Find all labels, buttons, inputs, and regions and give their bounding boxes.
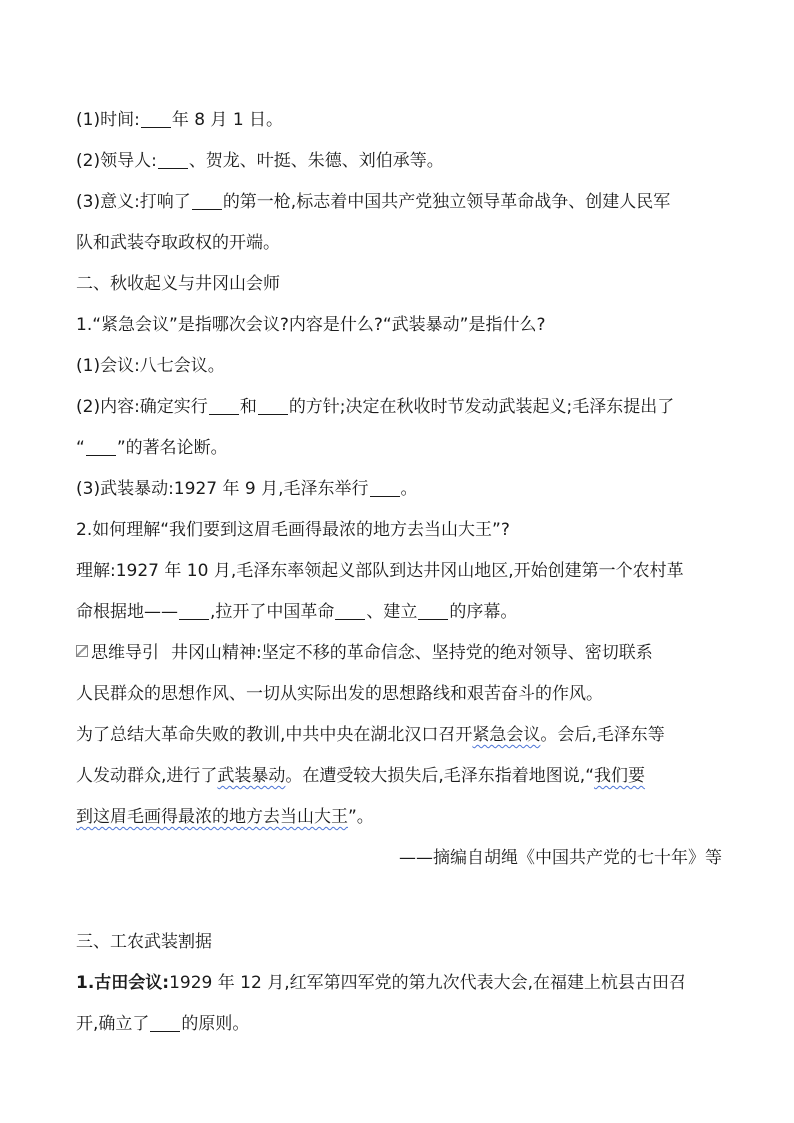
text: 。在遭受较大损失后,毛泽东指着地图说,“: [285, 766, 595, 786]
gutian-line2: [76, 1004, 722, 1045]
section-heading: 二、秋收起义与井冈山会师: [76, 274, 280, 294]
text: 的原则。: [181, 1014, 250, 1034]
answer-2-line2: [76, 592, 722, 633]
note-icon: [76, 645, 88, 657]
answer-uprising: [76, 469, 722, 510]
answer-content: [76, 387, 722, 428]
text: ”的著名论断。: [116, 438, 228, 458]
text: 的第一枪,标志着中国共产党独立领导革命战争、创建人民军: [222, 192, 671, 212]
text: 人发动群众,进行了: [76, 766, 218, 786]
nanchang-leader-line: [76, 141, 722, 182]
text: ”。: [348, 807, 374, 827]
spacer: [76, 879, 722, 922]
answer-blank: [418, 601, 448, 620]
quote-line1: [76, 715, 722, 756]
text: 、建立: [366, 602, 418, 622]
answer-blank: [209, 396, 239, 415]
highlighted-term: 我们要: [594, 766, 646, 786]
answer-blank: [335, 601, 365, 620]
nanchang-time-line: [76, 100, 722, 141]
text: (2)领导人:: [76, 151, 157, 171]
text: 。: [400, 479, 418, 499]
text: (1)时间:: [76, 110, 140, 130]
answer-content-cont: [76, 428, 722, 469]
text: 年 8 月 1 日。: [171, 110, 284, 130]
term-label: 1.古田会议:: [76, 973, 170, 993]
answer-blank: [141, 109, 171, 128]
text: ,拉开了中国革命: [210, 602, 335, 622]
answer-blank: [192, 191, 222, 210]
text: 。会后,毛泽东等: [540, 725, 665, 745]
text: 的序幕。: [449, 602, 518, 622]
text: 命根据地——: [76, 602, 178, 622]
tip-label: 思维导引: [91, 643, 159, 663]
gutian-line1: [76, 963, 722, 1004]
text: 、贺龙、叶挺、朱德、刘伯承等。: [188, 151, 444, 171]
text: 1929 年 12 月,红军第四军党的第九次代表大会,在福建上杭县古田召: [169, 973, 687, 993]
text: (3)意义:打响了: [76, 192, 191, 212]
answer-blank: [158, 150, 188, 169]
highlighted-term: 紧急会议: [472, 725, 541, 745]
text: 为了总结大革命失败的教训,中共中央在湖北汉口召开: [76, 725, 473, 745]
answer-2-line1: 理解:1927 年 10 月,毛泽东率领起义部队到达井冈山地区,开始创建第一个农村革: [76, 561, 684, 581]
answer-blank: [258, 396, 288, 415]
highlighted-term: 到这眉毛画得最浓的地方去当山大王: [76, 807, 348, 827]
text: 的方针;决定在秋收时节发动武装起义;毛泽东提出了: [288, 397, 675, 417]
answer-blank: [179, 601, 209, 620]
question-2: 2.如何理解“我们要到这眉毛画得最浓的地方去当山大王”?: [76, 520, 510, 540]
text: 和: [239, 397, 257, 417]
quote-line3: [76, 797, 722, 838]
answer-blank: [150, 1013, 180, 1032]
section-heading: 三、工农武装割据: [76, 932, 212, 952]
nanchang-meaning-cont: 队和武装夺取政权的开端。: [76, 233, 280, 253]
text: (3)武装暴动:1927 年 9 月,毛泽东举行: [76, 479, 369, 499]
quote-source: ——摘编自胡绳《中国共产党的七十年》等: [399, 848, 722, 868]
document-page: [76, 100, 722, 1045]
text: “: [76, 438, 85, 458]
answer-blank: [86, 437, 116, 456]
question-1: 1.“紧急会议”是指哪次会议?内容是什么?“武装暴动”是指什么?: [76, 315, 546, 335]
text: 开,确立了: [76, 1014, 150, 1034]
nanchang-meaning-line: [76, 182, 722, 223]
highlighted-term: 武装暴动: [217, 766, 286, 786]
quote-line2: [76, 756, 722, 797]
thinking-guide-cont: 人民群众的思想作风、一切从实际出发的思想路线和艰苦奋斗的作风。: [76, 684, 603, 704]
thinking-guide: [76, 633, 722, 674]
answer-meeting: (1)会议:八七会议。: [76, 356, 225, 376]
text: (2)内容:确定实行: [76, 397, 208, 417]
text: 井冈山精神:坚定不移的革命信念、坚持党的绝对领导、密切联系: [171, 643, 653, 663]
answer-blank: [370, 478, 400, 497]
